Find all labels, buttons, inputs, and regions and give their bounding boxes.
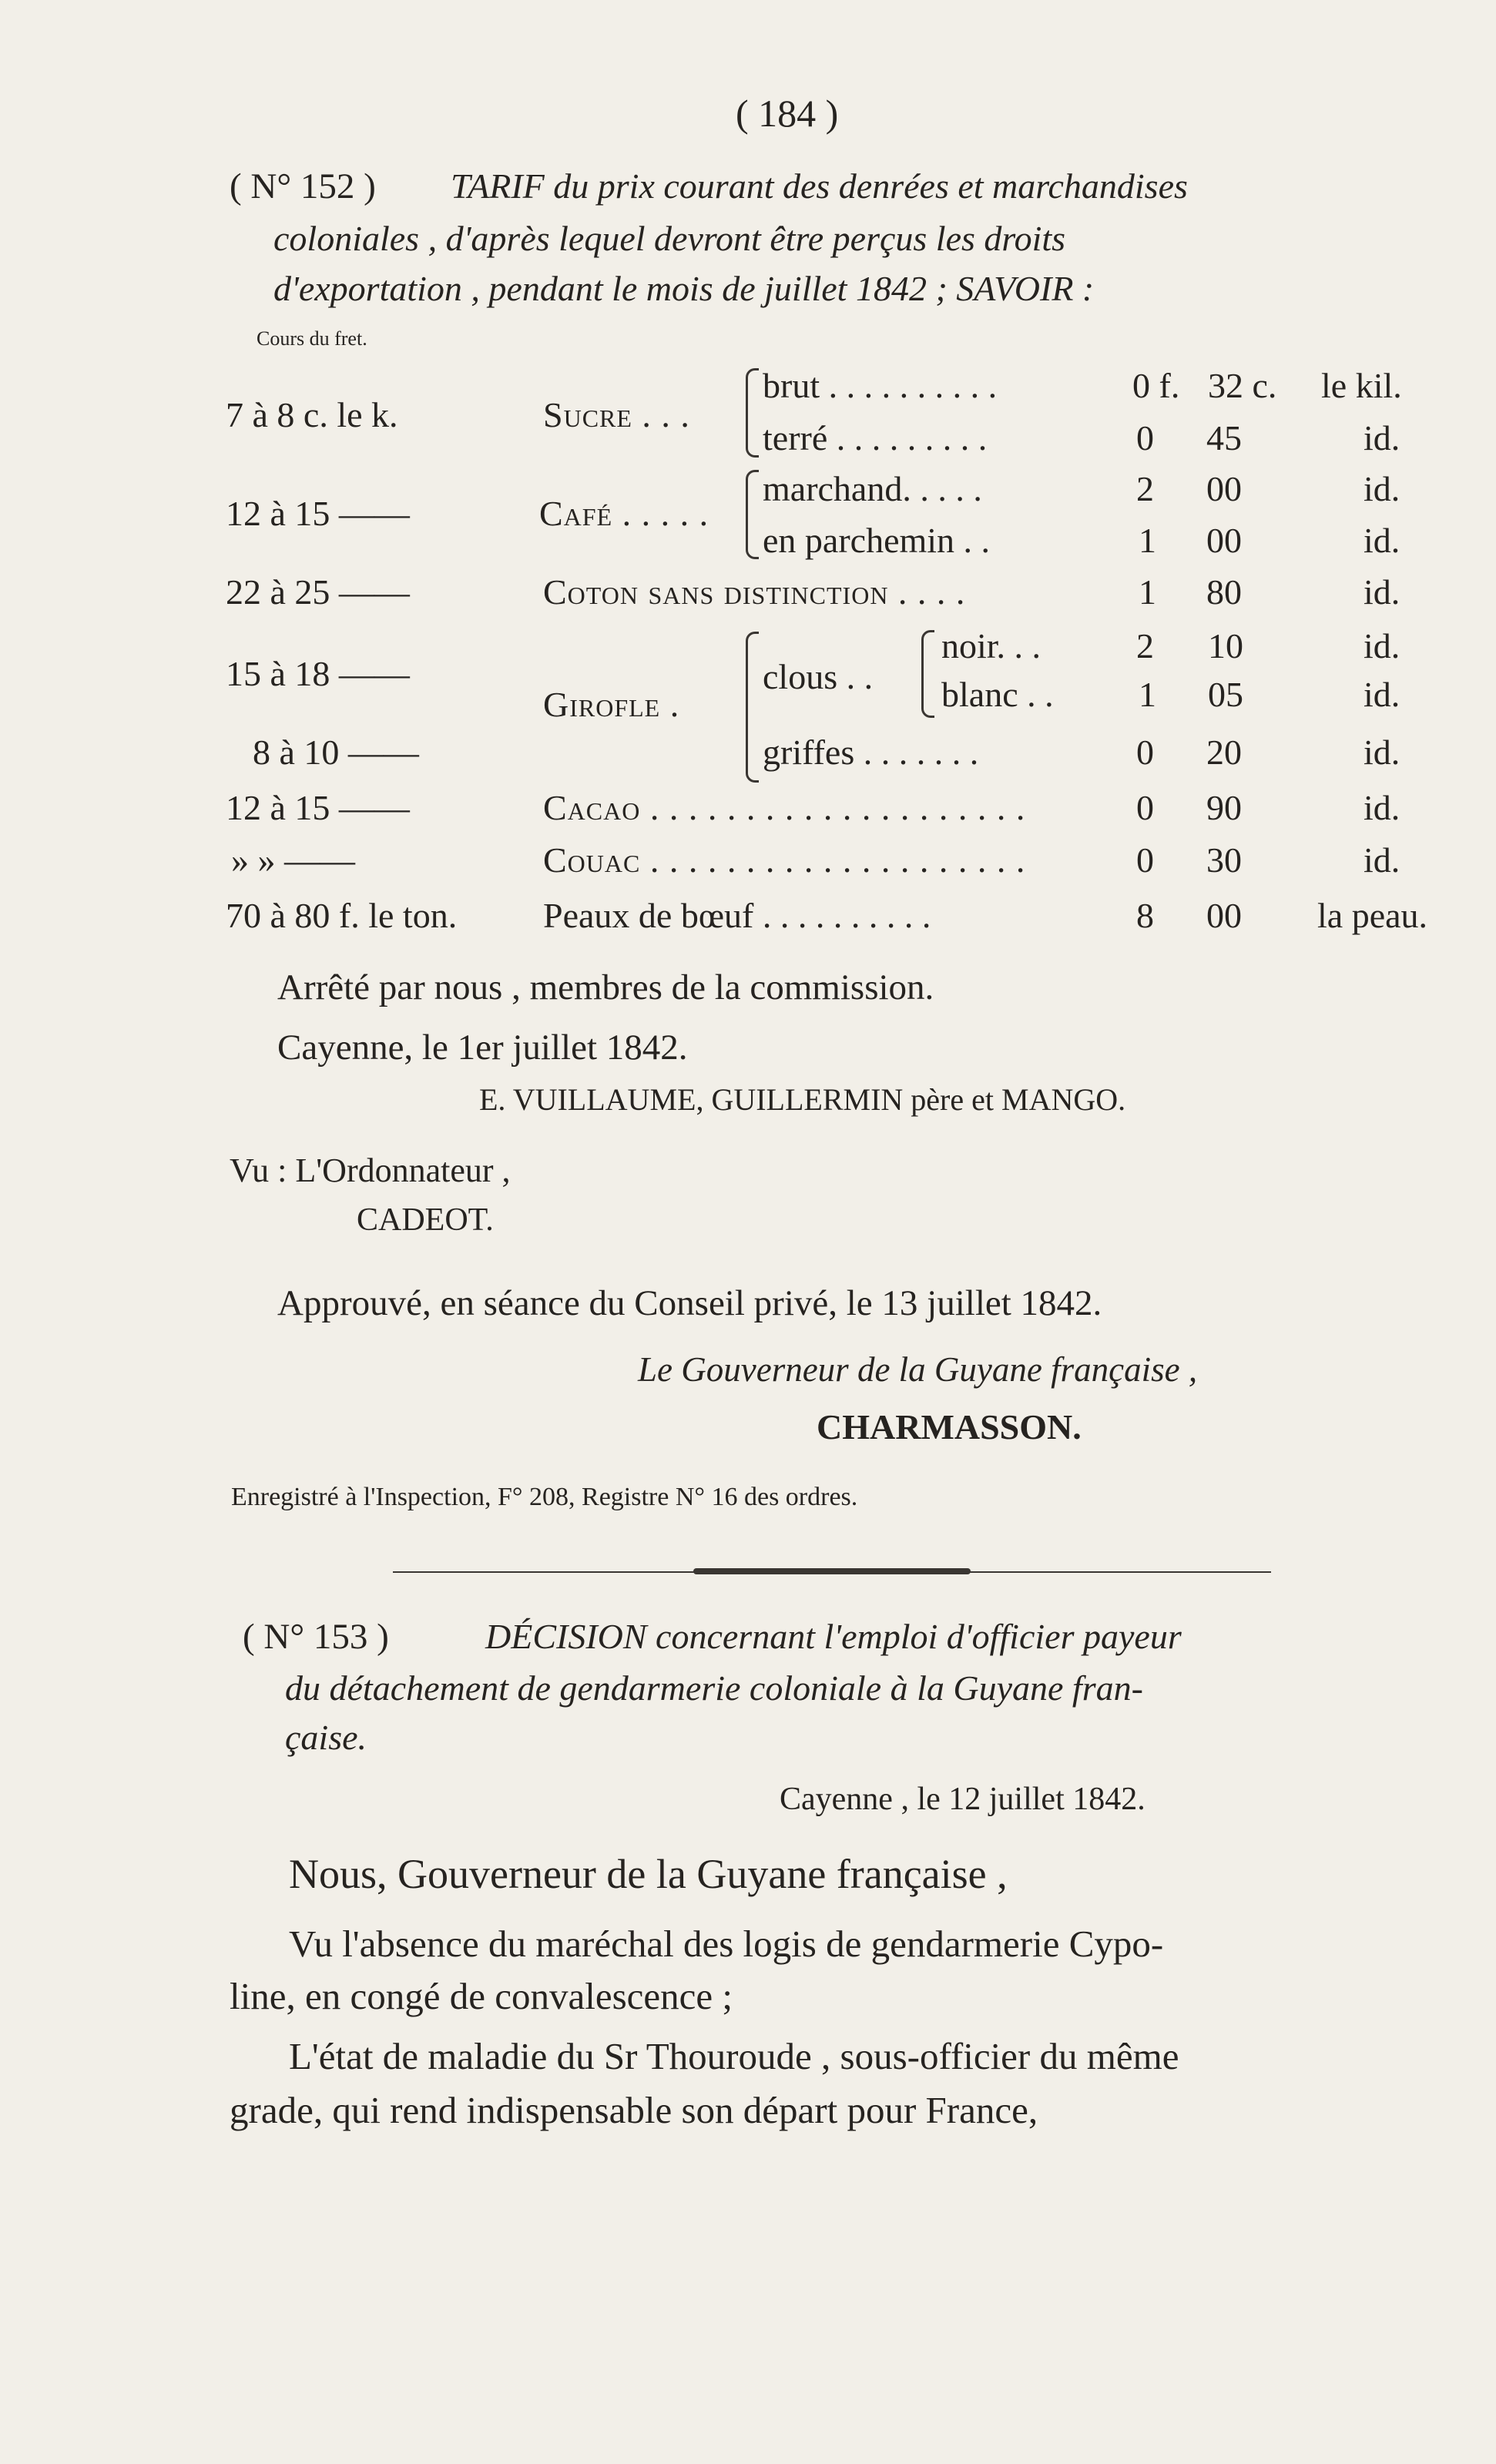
decision-para1-line1: Vu l'absence du maréchal des logis de gendarmerie Cypo- xyxy=(289,1923,1164,1965)
couac-fret: » » —— xyxy=(231,840,355,880)
couac-c: 30 xyxy=(1206,840,1242,880)
approuve-text: Approuvé, en séance du Conseil privé, le 13 juillet 1842. xyxy=(277,1283,1102,1323)
cafe-parch-label: en parchemin . . xyxy=(763,521,991,560)
cacao-name: Cacao . . . . . . . . . . . . . . . . . . . . xyxy=(543,788,1026,827)
noir-label: noir. . . xyxy=(941,626,1041,665)
girofle-name: Girofle . xyxy=(543,685,680,724)
decision-para2-line2: grade, qui rend indispensable son départ pour France, xyxy=(230,2089,1038,2131)
cacao-fret: 12 à 15 —— xyxy=(226,788,410,827)
sucre-terre-label: terré . . . . . . . . . xyxy=(763,418,988,458)
noir-f: 2 xyxy=(1136,626,1154,665)
girofle-fret-2: 8 à 10 —— xyxy=(253,732,419,772)
decision-title-line-2: du détachement de gendarmerie coloniale à la Guyane fran- xyxy=(285,1668,1143,1708)
clous-brace xyxy=(921,630,934,718)
cafe-march-c: 00 xyxy=(1206,469,1242,508)
sucre-fret: 7 à 8 c. le k. xyxy=(226,395,398,434)
page-number: ( 184 ) xyxy=(736,92,839,135)
sucre-brace xyxy=(746,368,759,458)
sucre-brut-c: 32 c. xyxy=(1208,366,1277,405)
cacao-f: 0 xyxy=(1136,788,1154,827)
vu-ordonnateur: Vu : L'Ordonnateur , xyxy=(230,1152,511,1189)
decision-date: Cayenne , le 12 juillet 1842. xyxy=(780,1782,1145,1817)
tarif-number: ( N° 152 ) xyxy=(230,166,376,206)
cafe-parch-c: 00 xyxy=(1206,521,1242,560)
gouverneur-title: Le Gouverneur de la Guyane française , xyxy=(638,1350,1198,1389)
signatories: E. VUILLAUME, GUILLERMIN père et MANGO. xyxy=(479,1082,1126,1117)
sucre-brut-label: brut . . . . . . . . . . xyxy=(763,366,998,405)
blanc-c: 05 xyxy=(1208,675,1243,714)
decision-title-line-1: DÉCISION concernant l'emploi d'officier payeur xyxy=(485,1617,1182,1656)
cafe-parch-unit: id. xyxy=(1364,521,1400,560)
griffes-f: 0 xyxy=(1136,732,1154,772)
tarif-title-line-3: d'exportation , pendant le mois de juillet 1842 ; SAVOIR : xyxy=(273,269,1095,308)
coton-name: Coton sans distinction . . . . xyxy=(543,572,966,612)
coton-fret: 22 à 25 —— xyxy=(226,572,410,612)
coton-unit: id. xyxy=(1364,572,1400,612)
peaux-c: 00 xyxy=(1206,896,1242,935)
cafe-march-label: marchand. . . . . xyxy=(763,469,982,508)
griffes-label: griffes . . . . . . . xyxy=(763,732,979,772)
blanc-f: 1 xyxy=(1139,675,1156,714)
sucre-terre-f: 0 xyxy=(1136,418,1154,458)
coton-f: 1 xyxy=(1139,572,1156,612)
arrete-text: Arrêté par nous , membres de la commission. xyxy=(277,967,934,1007)
noir-c: 10 xyxy=(1208,626,1243,665)
gouverneur-name: CHARMASSON. xyxy=(817,1407,1082,1447)
peaux-unit: la peau. xyxy=(1317,896,1428,935)
cafe-march-f: 2 xyxy=(1136,469,1154,508)
cafe-parch-f: 1 xyxy=(1139,521,1156,560)
blanc-unit: id. xyxy=(1364,675,1400,714)
girofle-fret-1: 15 à 18 —— xyxy=(226,654,410,693)
cafe-fret: 12 à 15 —— xyxy=(226,494,410,533)
decision-number: ( N° 153 ) xyxy=(243,1617,389,1657)
sucre-brut-f: 0 f. xyxy=(1132,366,1180,405)
decision-para2-line1: L'état de maladie du Sr Thouroude , sous-officier du même xyxy=(289,2035,1179,2077)
couac-name: Couac . . . . . . . . . . . . . . . . . . . . xyxy=(543,840,1026,880)
fret-header: Cours du fret. xyxy=(257,327,367,350)
cacao-unit: id. xyxy=(1364,788,1400,827)
cafe-march-unit: id. xyxy=(1364,469,1400,508)
griffes-unit: id. xyxy=(1364,732,1400,772)
cacao-c: 90 xyxy=(1206,788,1242,827)
decision-para1-line2: line, en congé de convalescence ; xyxy=(230,1975,733,2017)
coton-c: 80 xyxy=(1206,572,1242,612)
blanc-label: blanc . . xyxy=(941,675,1054,714)
sucre-name: Sucre . . . xyxy=(543,395,690,434)
clous-label: clous . . xyxy=(763,657,874,696)
couac-f: 0 xyxy=(1136,840,1154,880)
peaux-fret: 70 à 80 f. le ton. xyxy=(226,896,458,935)
cafe-brace xyxy=(746,470,759,559)
noir-unit: id. xyxy=(1364,626,1400,665)
tarif-title-line-1: TARIF du prix courant des denrées et marchandises xyxy=(451,166,1188,206)
griffes-c: 20 xyxy=(1206,732,1242,772)
arrete-date: Cayenne, le 1er juillet 1842. xyxy=(277,1028,688,1068)
decision-title-line-3: çaise. xyxy=(285,1718,367,1757)
cafe-name: Café . . . . . xyxy=(539,494,709,533)
sucre-terre-c: 45 xyxy=(1206,418,1242,458)
sucre-brut-unit: le kil. xyxy=(1321,366,1402,405)
tarif-title-line-2: coloniales , d'après lequel devront être perçus les droits xyxy=(273,219,1066,258)
decision-nous: Nous, Gouverneur de la Guyane française , xyxy=(289,1851,1008,1897)
girofle-brace xyxy=(746,632,759,783)
couac-unit: id. xyxy=(1364,840,1400,880)
peaux-name: Peaux de bœuf . . . . . . . . . . xyxy=(543,896,931,935)
peaux-f: 8 xyxy=(1136,896,1154,935)
sucre-terre-unit: id. xyxy=(1364,418,1400,458)
cadeot-name: CADEOT. xyxy=(357,1202,494,1238)
enregistre-note: Enregistré à l'Inspection, F° 208, Registre N° 16 des ordres. xyxy=(231,1483,858,1511)
